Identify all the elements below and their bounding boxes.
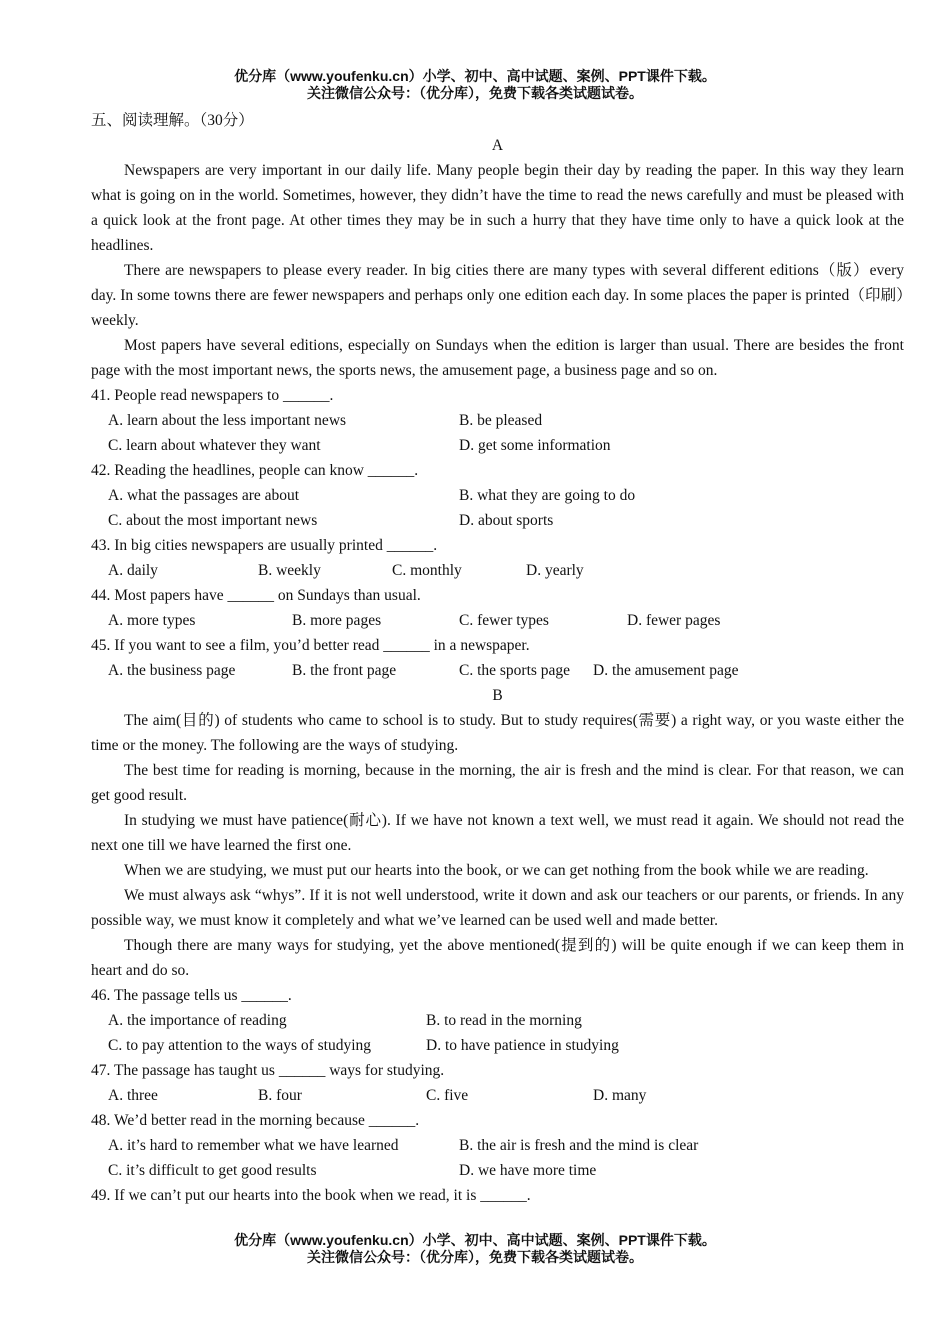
question-46-options-row-1 <box>91 1008 904 1033</box>
question-45-option-d: D. the amusement page <box>593 662 739 679</box>
question-44-stem: 44. Most papers have ______ on Sundays than usual. <box>91 587 421 604</box>
passage-a-paragraph-3: Most papers have several editions, especially on Sundays when the edition is larger than usual. There are besides the front page with the most important news, the sports news, the amusement page, a business page and so on. <box>91 337 904 379</box>
question-43-stem: 43. In big cities newspapers are usually printed ______. <box>91 537 438 554</box>
question-48-option-a: A. it’s hard to remember what we have learned <box>108 1137 399 1154</box>
question-42-option-d: D. about sports <box>459 512 554 529</box>
question-48-option-c: C. it’s difficult to get good results <box>108 1162 317 1179</box>
question-48-option-d: D. we have more time <box>459 1162 597 1179</box>
question-45-options-row <box>91 658 904 683</box>
question-45-option-c: C. the sports page <box>459 662 571 679</box>
question-47-option-d: D. many <box>593 1087 647 1104</box>
question-42-options-row-1 <box>91 483 904 508</box>
question-46-option-b: B. to read in the morning <box>426 1012 582 1029</box>
question-46-option-c: C. to pay attention to the ways of studying <box>108 1037 372 1054</box>
passage-b-paragraph-6: Though there are many ways for studying, yet the above mentioned(提到的) will be quite enough if we can keep them in heart and do so. <box>91 937 904 979</box>
question-46-option-a: A. the importance of reading <box>108 1012 287 1029</box>
passage-b-paragraph-3: In studying we must have patience(耐心). If we have not known a text well, we must read it again. We should not read the next one till we have learned the first one. <box>91 812 904 854</box>
question-43-option-d: D. yearly <box>526 562 584 579</box>
exam-content <box>91 108 904 1208</box>
question-42-option-c: C. about the most important news <box>108 512 318 529</box>
question-47-option-c: C. five <box>426 1087 469 1104</box>
question-41-option-a: A. learn about the less important news <box>108 412 347 429</box>
question-48-options-row-1 <box>91 1133 904 1158</box>
footer-banner <box>0 1232 950 1266</box>
question-41-option-c: C. learn about whatever they want <box>108 437 321 454</box>
question-48-stem: 48. We’d better read in the morning because ______. <box>91 1112 420 1129</box>
header-line-2: 关注微信公众号：（优分库），免费下载各类试题试卷。 <box>307 85 643 101</box>
question-47-option-a: A. three <box>108 1087 158 1104</box>
question-42-options-row-2 <box>91 508 904 533</box>
question-46-option-d: D. to have patience in studying <box>426 1037 619 1054</box>
header-banner <box>0 68 950 102</box>
question-44-options-row <box>91 608 904 633</box>
question-47-options-row <box>91 1083 904 1108</box>
header-line-1: 优分库（www.youfenku.cn）小学、初中、高中试题、案例、PPT课件下载。 <box>234 68 716 84</box>
question-44-option-a: A. more types <box>108 612 196 629</box>
footer-line-2: 关注微信公众号：（优分库），免费下载各类试题试卷。 <box>307 1249 643 1265</box>
section-heading: 五、阅读理解。（30分） <box>91 112 254 129</box>
question-46-stem: 46. The passage tells us ______. <box>91 987 292 1004</box>
passage-a-label: A <box>491 137 504 154</box>
question-43-option-b: B. weekly <box>258 562 321 579</box>
passage-a-paragraph-1: Newspapers are very important in our daily life. Many people begin their day by reading the paper. In this way they learn what is going on in the world. Sometimes, however, they didn’t have the time to read the news carefully and must be pleased with a quick look at the front page. At other times they may be in such a hurry that they have time only to have a quick look at the headlines. <box>91 162 904 254</box>
question-43-option-a: A. daily <box>108 562 158 579</box>
question-44-option-c: C. fewer types <box>459 612 549 629</box>
passage-b-paragraph-5: We must always ask “whys”. If it is not well understood, write it down and ask our teachers or our parents, or friends. In any possible way, we must know it completely and what we’ve learned can be used well and made better. <box>91 887 904 929</box>
question-41-option-d: D. get some information <box>459 437 611 454</box>
passage-b-paragraph-2: The best time for reading is morning, because in the morning, the air is fresh and the mind is clear. For that reason, we can get good result. <box>91 762 904 804</box>
question-42-option-a: A. what the passages are about <box>108 487 300 504</box>
question-42-stem: 42. Reading the headlines, people can know ______. <box>91 462 419 479</box>
question-41-options-row-2 <box>91 433 904 458</box>
question-47-stem: 47. The passage has taught us ______ ways for studying. <box>91 1062 445 1079</box>
question-41-stem: 41. People read newspapers to ______. <box>91 387 334 404</box>
question-46-options-row-2 <box>91 1033 904 1058</box>
question-43-options-row <box>91 558 904 583</box>
question-45-option-b: B. the front page <box>292 662 397 679</box>
passage-b-paragraph-1: The aim(目的) of students who came to school is to study. But to study requires(需要) a right way, or you waste either the time or the money. The following are the ways of studying. <box>91 712 904 754</box>
footer-line-1: 优分库（www.youfenku.cn）小学、初中、高中试题、案例、PPT课件下载。 <box>234 1232 716 1248</box>
passage-a-paragraph-2: There are newspapers to please every reader. In big cities there are many types with several different editions（版）every day. In some towns there are fewer newspapers and perhaps only one edition each day. In some places the paper is printed（印刷）weekly. <box>91 262 904 329</box>
question-44-option-b: B. more pages <box>292 612 382 629</box>
passage-b-label: B <box>492 687 503 704</box>
question-43-option-c: C. monthly <box>392 562 462 579</box>
question-45-option-a: A. the business page <box>108 662 236 679</box>
question-47-option-b: B. four <box>258 1087 302 1104</box>
question-48-options-row-2 <box>91 1158 904 1183</box>
question-41-option-b: B. be pleased <box>459 412 543 429</box>
question-45-stem: 45. If you want to see a film, you’d better read ______ in a newspaper. <box>91 637 530 654</box>
question-48-option-b: B. the air is fresh and the mind is clear <box>459 1137 699 1154</box>
question-49-stem: 49. If we can’t put our hearts into the book when we read, it is ______. <box>91 1187 531 1204</box>
passage-b-paragraph-4: When we are studying, we must put our hearts into the book, or we can get nothing from the book while we are reading. <box>124 862 869 879</box>
question-44-option-d: D. fewer pages <box>627 612 721 629</box>
question-42-option-b: B. what they are going to do <box>459 487 636 504</box>
question-41-options-row-1 <box>91 408 904 433</box>
